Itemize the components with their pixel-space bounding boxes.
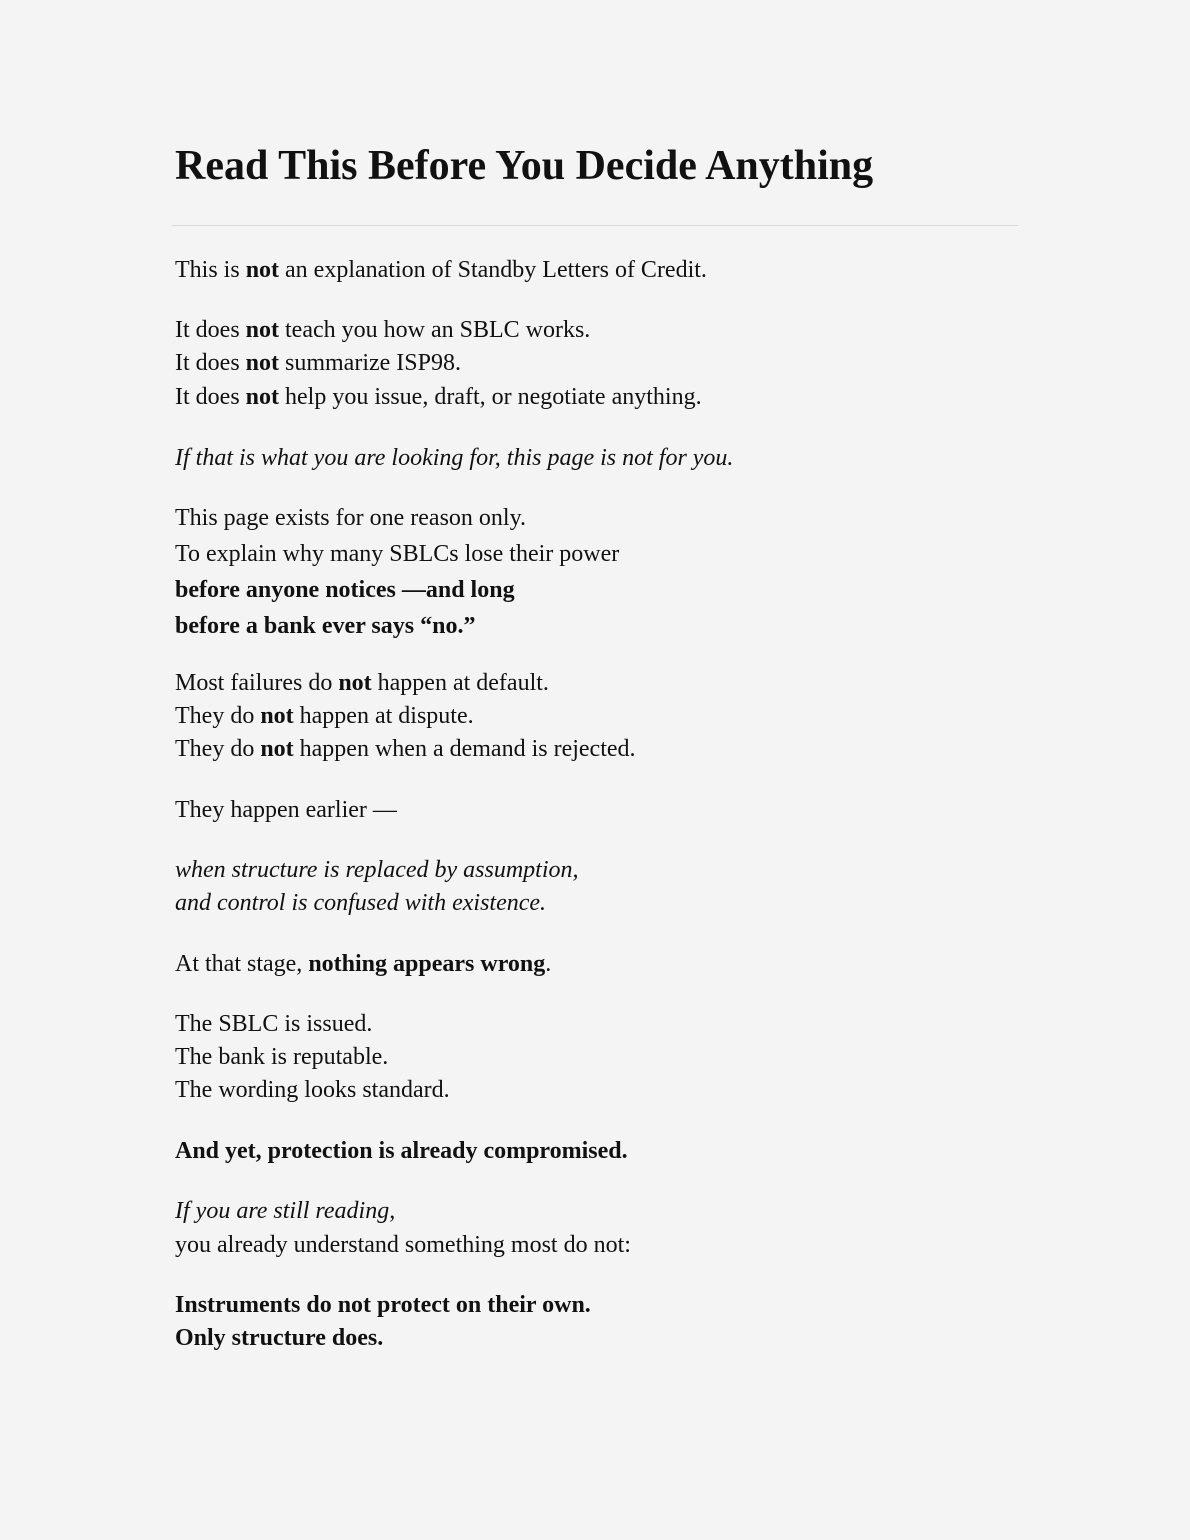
conclusion-line-1: Instruments do not protect on their own. — [175, 1292, 591, 1318]
does-not-emphasis: not — [245, 350, 279, 376]
failures-text-c: happen at dispute. — [293, 703, 474, 729]
failures-text-a: They do — [175, 736, 261, 762]
failures-text-c: happen at default. — [371, 670, 549, 696]
title-divider — [172, 225, 1018, 226]
failures-text-a: They do — [175, 703, 261, 729]
stage-text-a: At that stage, — [175, 951, 309, 977]
not-for-you-line: If that is what you are looking for, this page is not for you. — [175, 445, 734, 471]
failures-text-c: happen when a demand is rejected. — [293, 736, 636, 762]
conclusion-line-2: Only structure does. — [175, 1325, 384, 1351]
intro-emphasis: not — [245, 257, 280, 283]
stage-emphasis: nothing appears wrong — [308, 951, 546, 977]
reason-line-4: before a bank ever says “no.” — [175, 613, 476, 639]
status-line-3: The wording looks standard. — [175, 1077, 450, 1103]
does-not-text-a: It does — [175, 350, 246, 376]
does-not-text-a: It does — [175, 317, 246, 343]
failures-emphasis: not — [338, 670, 372, 696]
failures-line-1 — [175, 667, 549, 699]
intro-line — [175, 254, 707, 286]
stage-line — [175, 948, 551, 980]
when-line-1: when structure is replaced by assumption, — [175, 857, 579, 883]
intro-text-c: an explanation of Standby Letters of Credit. — [279, 257, 707, 283]
reading-line-2: you already understand something most do not: — [175, 1232, 631, 1258]
reading-line-1: If you are still reading, — [175, 1198, 396, 1224]
failures-emphasis: not — [260, 736, 294, 762]
status-line-1: The SBLC is issued. — [175, 1011, 373, 1037]
does-not-line-2 — [175, 347, 461, 379]
does-not-text-c: summarize ISP98. — [279, 350, 461, 376]
failures-line-2 — [175, 700, 474, 732]
does-not-text-c: teach you how an SBLC works. — [279, 317, 591, 343]
failures-text-a: Most failures do — [175, 670, 339, 696]
earlier-line: They happen earlier — — [175, 797, 397, 823]
reason-line-1: This page exists for one reason only. — [175, 505, 527, 531]
does-not-text-c: help you issue, draft, or negotiate anything. — [279, 384, 702, 410]
reason-line-2: To explain why many SBLCs lose their power — [175, 541, 620, 567]
does-not-text-a: It does — [175, 384, 246, 410]
does-not-line-1 — [175, 314, 590, 346]
failures-emphasis: not — [260, 703, 294, 729]
does-not-line-3 — [175, 381, 702, 413]
failures-line-3 — [175, 733, 636, 765]
reason-line-3: before anyone notices —and long — [175, 577, 515, 603]
page-title: Read This Before You Decide Anything — [175, 143, 874, 189]
does-not-emphasis: not — [245, 384, 279, 410]
stage-text-c: . — [545, 951, 552, 977]
status-line-2: The bank is reputable. — [175, 1044, 389, 1070]
intro-text-a: This is — [175, 257, 246, 283]
compromised-line: And yet, protection is already compromised. — [175, 1138, 628, 1164]
does-not-emphasis: not — [245, 317, 279, 343]
when-line-2: and control is confused with existence. — [175, 890, 547, 916]
